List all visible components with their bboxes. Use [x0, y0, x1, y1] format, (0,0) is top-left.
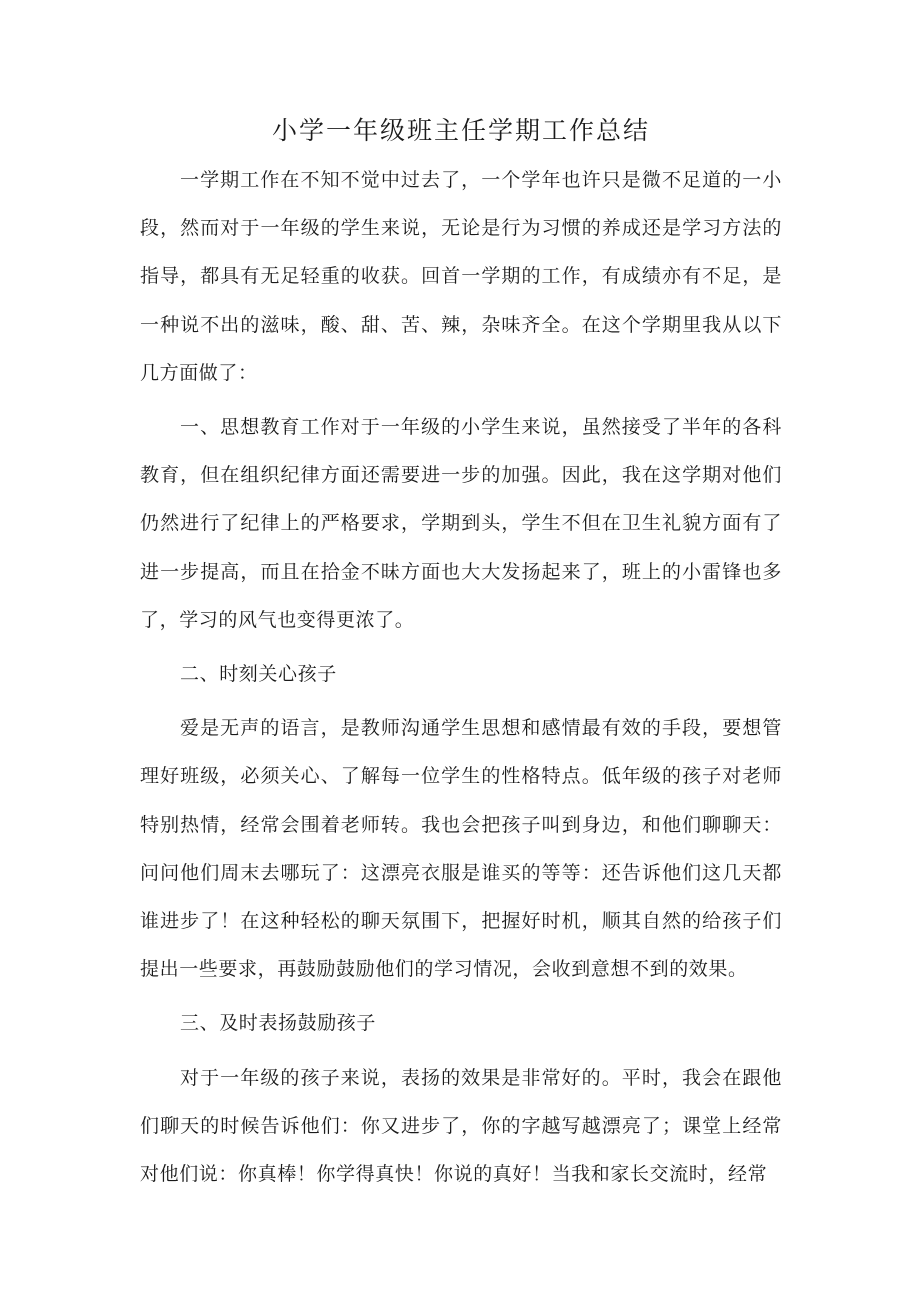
paragraph-praise: 对于一年级的孩子来说，表扬的效果是非常好的。平时，我会在跟他们聊天的时候告诉他们：你又进步了，你的字越写越漂亮了；课堂上经常对他们说：你真棒！你学得真快！你说的真好！当我和家长交流时，经常 [140, 1066, 782, 1186]
section-heading-care: 二、时刻关心孩子 [180, 663, 337, 686]
section-heading-praise: 三、及时表扬鼓励孩子 [180, 1012, 377, 1035]
paragraph-ideological-education: 一、思想教育工作对于一年级的小学生来说，虽然接受了半年的各科教育，但在组织纪律方面还需要进一步的加强。因此，我在这学期对他们仍然进行了纪律上的严格要求，学期到头，学生不但在卫生礼貌方面有了进一步提高，而且在拾金不昧方面也大大发扬起来了，班上的小雷锋也多了，学习的风气也变得更浓了。 [140, 416, 782, 631]
document-title: 小学一年级班主任学期工作总结 [271, 116, 650, 145]
paragraph-care: 爱是无声的语言，是教师沟通学生思想和感情最有效的手段，要想管理好班级，必须关心、了解每一位学生的性格特点。低年级的孩子对老师特别热情，经常会围着老师转。我也会把孩子叫到身边，和他们聊聊天：问问他们周末去哪玩了：这漂亮衣服是谁买的等等：还告诉他们这几天都谁进步了！在这种轻松的聊天氛围下，把握好时机，顺其自然的给孩子们提出一些要求，再鼓励鼓励他们的学习情况，会收到意想不到的效果。 [140, 717, 782, 981]
document-page [140, 112, 782, 1198]
paragraph-intro: 一学期工作在不知不觉中过去了，一个学年也许只是微不足道的一小段，然而对于一年级的学生来说，无论是行为习惯的养成还是学习方法的指导，都具有无足轻重的收获。回首一学期的工作，有成绩亦有不足，是一种说不出的滋味，酸、甜、苦、辣，杂味齐全。在这个学期里我从以下几方面做了： [140, 169, 782, 384]
